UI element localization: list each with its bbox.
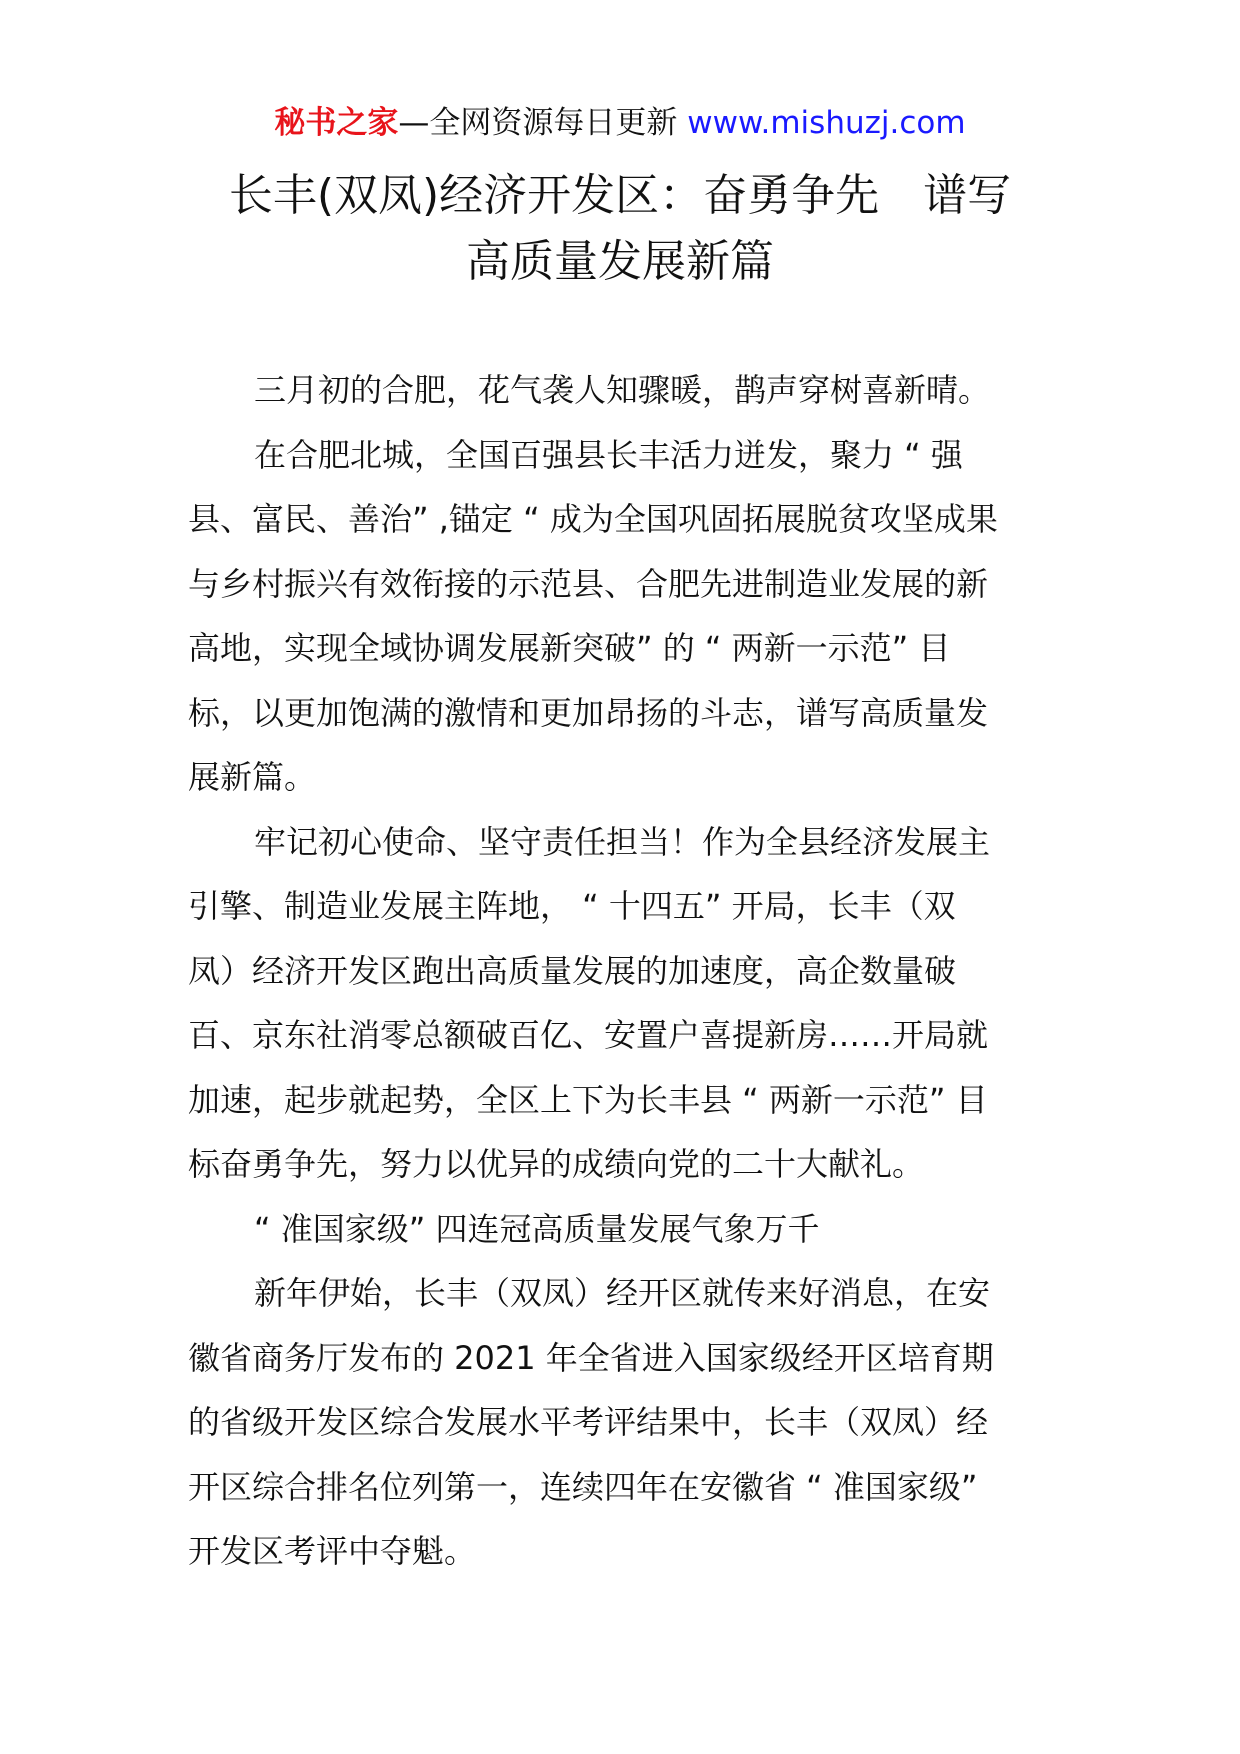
title-line-1: 长丰(双凤)经济开发区：奋勇争先 谱写 xyxy=(228,170,1012,221)
body-line: 标，以更加饱满的激情和更加昂扬的斗志，谱写高质量发 xyxy=(188,693,989,732)
site-brand: 秘书之家 xyxy=(274,105,399,141)
body-line: 引擎、制造业发展主阵地， “ 十四五” 开局，长丰（双 xyxy=(188,887,956,925)
article-title xyxy=(0,163,1240,295)
body-line: 与乡村振兴有效衔接的示范县、合肥先进制造业发展的新 xyxy=(188,564,989,603)
body-line: 新年伊始，长丰（双凤）经开区就传来好消息，在安 xyxy=(254,1274,991,1312)
body-line: 开区综合排名位列第一，连续四年在安徽省 “ 准国家级” xyxy=(188,1467,978,1506)
title-line-2: 高质量发展新篇 xyxy=(466,236,774,287)
site-url-link[interactable]: www.mishuzj.com xyxy=(687,105,966,141)
article-body xyxy=(188,358,1058,1584)
body-line: 凤）经济开发区跑出高质量发展的加速度，高企数量破 xyxy=(188,951,957,990)
body-line: 县、富民、善治” ,锚定 “ 成为全国巩固拓展脱贫攻坚成果 xyxy=(188,500,998,538)
body-line: 标奋勇争先，努力以优异的成绩向党的二十大献礼。 xyxy=(188,1145,925,1183)
body-line: 牢记初心使命、坚守责任担当！作为全县经济发展主 xyxy=(254,822,991,861)
body-line: 百、京东社消零总额破百亿、安置户喜提新房……开局就 xyxy=(188,1016,989,1054)
body-line: 展新篇。 xyxy=(188,758,317,796)
body-line: 三月初的合肥，花气袭人知骤暖，鹊声穿树喜新晴。 xyxy=(254,371,991,409)
body-line: 高地，实现全域协调发展新突破” 的 “ 两新一示范” 目 xyxy=(188,629,951,667)
body-line: 在合肥北城，全国百强县长丰活力迸发，聚力 “ 强 xyxy=(254,435,963,474)
body-line: 加速，起步就起势，全区上下为长丰县 “ 两新一示范” 目 xyxy=(188,1080,988,1119)
body-line: 徽省商务厅发布的 2021 年全省进入国家级经开区培育期 xyxy=(188,1338,994,1377)
section-heading: “ 准国家级” 四连冠高质量发展气象万千 xyxy=(254,1209,820,1248)
site-tagline: —全网资源每日更新 xyxy=(398,105,678,141)
body-line: 开发区考评中夺魁。 xyxy=(188,1532,477,1570)
site-header xyxy=(0,103,1240,143)
body-line: 的省级开发区综合发展水平考评结果中，长丰（双凤）经 xyxy=(188,1403,989,1441)
